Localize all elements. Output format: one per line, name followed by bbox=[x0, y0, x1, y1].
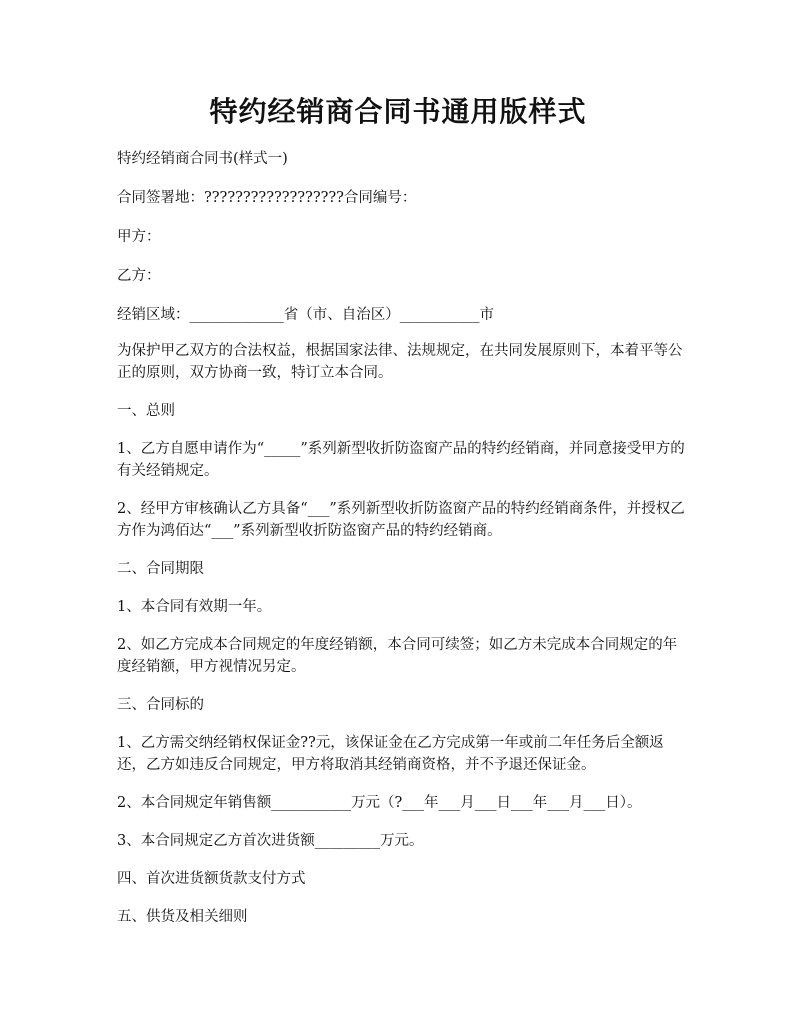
section-heading-supply: 五、供货及相关细则 bbox=[117, 909, 248, 925]
subject-clause-3: 3、本合同规定乙方首次进货额_________万元。 bbox=[117, 833, 424, 849]
section-heading-general: 一、总则 bbox=[117, 403, 175, 419]
subject-clause-1: 1、乙方需交纳经销权保证金??元，该保证金在乙方完成第一年或前二年任务后全额返还，乙方如违反合同规定，甲方将取消其经销商资格，并不予退还保证金。 bbox=[117, 735, 664, 773]
subject-clause-2: 2、本合同规定年销售额___________万元（?___年___月___日___年___月___日）。 bbox=[117, 795, 642, 811]
section-heading-term: 二、合同期限 bbox=[117, 561, 204, 577]
signing-place-paragraph: 合同签署地：??????????????????合同编号： bbox=[117, 190, 417, 206]
term-clause-1: 1、本合同有效期一年。 bbox=[117, 599, 272, 615]
document-body bbox=[117, 148, 685, 928]
party-a-paragraph: 甲方： bbox=[117, 229, 161, 245]
preamble-paragraph: 为保护甲乙双方的合法权益，根据国家法律、法规规定，在共同发展原则下，本着平等公正的原则，双方协商一致，特订立本合同。 bbox=[117, 343, 683, 381]
party-b-paragraph: 乙方： bbox=[117, 268, 161, 284]
term-clause-2: 2、如乙方完成本合同规定的年度经销额，本合同可续签；如乙方未完成本合同规定的年度经销额，甲方视情况另定。 bbox=[117, 637, 678, 675]
section-heading-subject: 三、合同标的 bbox=[117, 697, 204, 713]
general-clause-1: 1、乙方自愿申请作为“_____”系列新型收折防盗窗产品的特约经销商，并同意接受甲方的有关经销规定。 bbox=[117, 441, 685, 479]
section-heading-payment: 四、首次进货额货款支付方式 bbox=[117, 871, 306, 887]
sales-region-paragraph: 经销区域：_____________省（市、自治区）___________市 bbox=[117, 307, 494, 323]
document-title: 特约经销商合同书通用版样式 bbox=[209, 95, 587, 128]
general-clause-2: 2、经甲方审核确认乙方具备“___”系列新型收折防盗窗产品的特约经销商条件，并授权乙方作为鸿佰达“___”系列新型收折防盗窗产品的特约经销商。 bbox=[117, 501, 685, 539]
subtitle-paragraph: 特约经销商合同书(样式一) bbox=[117, 151, 288, 167]
